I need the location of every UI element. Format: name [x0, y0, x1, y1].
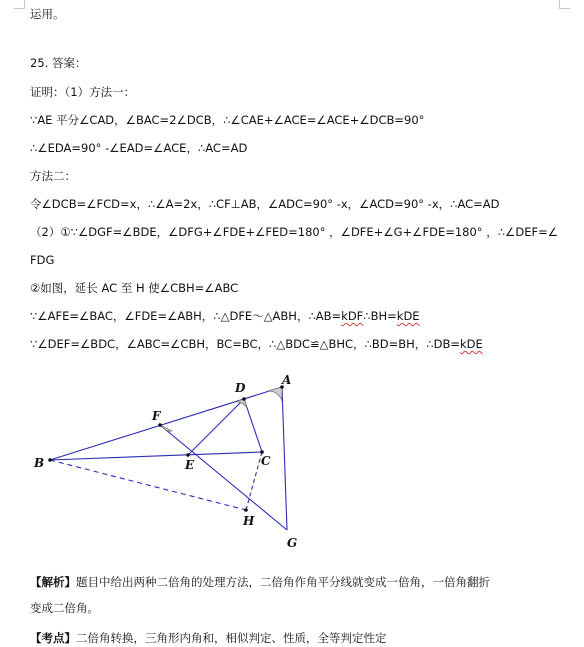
analysis-tag: 【解析】: [30, 575, 76, 589]
proof-line-5: FDG: [30, 253, 55, 267]
vertex-dots: [48, 385, 284, 512]
dot-E: [186, 453, 190, 457]
proof-method-one: 证明：（1）方法一：: [30, 85, 136, 99]
geometry-figure: [0, 360, 584, 560]
proof-line-3: 令∠DCB=∠FCD=x，∴∠A=2x，∴CF⊥AB，∠ADC=90° -x，∠ACD=90° -x，∴AC=AD: [30, 197, 500, 211]
proof-line-7: [30, 308, 420, 324]
proof-line-8: [30, 336, 483, 352]
label-C: C: [261, 454, 271, 468]
proof-line-7-kde: kDE: [396, 309, 420, 323]
segment-FG: [160, 425, 287, 530]
dot-F: [158, 423, 162, 427]
dot-H: [244, 508, 248, 512]
label-D: D: [235, 381, 246, 395]
analysis-line-1: [30, 574, 490, 590]
page-corner-mark-right: [559, 0, 570, 9]
answer-heading: 25. 答案：: [30, 56, 87, 70]
proof-line-8-text: ∵∠DEF=∠BDC，∠ABC=∠CBH，BC=BC，∴△BDC≌△BHC，∴BD=BH，∴DB=: [30, 337, 460, 351]
angle-mark-A: [268, 387, 282, 401]
label-F: F: [152, 409, 161, 423]
proof-line-6: ②如图，延长 AC 至 H 使∠CBH=∠ABC: [30, 281, 239, 295]
proof-line-7-kdf: kDF: [341, 309, 364, 323]
page-corner-mark-left: [14, 0, 25, 9]
proof-method-two: 方法二：: [30, 169, 76, 183]
key-points-line: [30, 630, 387, 646]
text-line-1: 运用。: [30, 7, 65, 21]
proof-line-8-kde: kDE: [459, 337, 483, 351]
angle-mark-F: [160, 425, 172, 431]
segment-BH-dashed: [50, 460, 246, 510]
label-A: A: [282, 373, 292, 387]
proof-line-7-text: ∵∠AFE=∠BAC，∠FDE=∠ABH，∴△DFE～△ABH，∴AB=: [30, 309, 342, 323]
label-G: G: [287, 536, 298, 550]
proof-line-1: ∵AE 平分∠CAD，∠BAC=2∠DCB，∴∠CAE+∠ACE=∠ACE+∠DCB=90°: [30, 113, 425, 127]
label-E: E: [185, 458, 195, 472]
dot-B: [48, 458, 52, 462]
proof-line-7-bh: ∴BH=: [363, 309, 397, 323]
angle-marks: [160, 387, 282, 431]
label-B: B: [34, 456, 45, 470]
segment-BC: [50, 452, 262, 460]
key-points-text: 二倍角转换，三角形内角和，相似判定、性质，全等判定性定: [76, 631, 387, 645]
proof-line-2: ∴∠EDA=90° -∠EAD=∠ACE，∴AC=AD: [30, 141, 248, 155]
figure-lines: [50, 387, 287, 530]
dot-D: [242, 397, 246, 401]
segment-AG: [282, 387, 287, 530]
label-H: H: [243, 514, 255, 528]
analysis-line-2: 变成二倍角。: [30, 601, 99, 615]
analysis-text: 题目中给出两种二倍角的处理方法，二倍角作角平分线就变成一倍角，一倍角翻折: [76, 575, 490, 589]
key-points-tag: 【考点】: [30, 631, 76, 645]
proof-line-4: （2）①∵∠DGF=∠BDE，∠DFG+∠FDE+∠FED=180° ，∠DFE+∠G+∠FDE=180° ，∴∠DEF=∠: [30, 225, 559, 239]
segment-BA: [50, 387, 282, 460]
segment-CH-dashed: [246, 452, 262, 510]
